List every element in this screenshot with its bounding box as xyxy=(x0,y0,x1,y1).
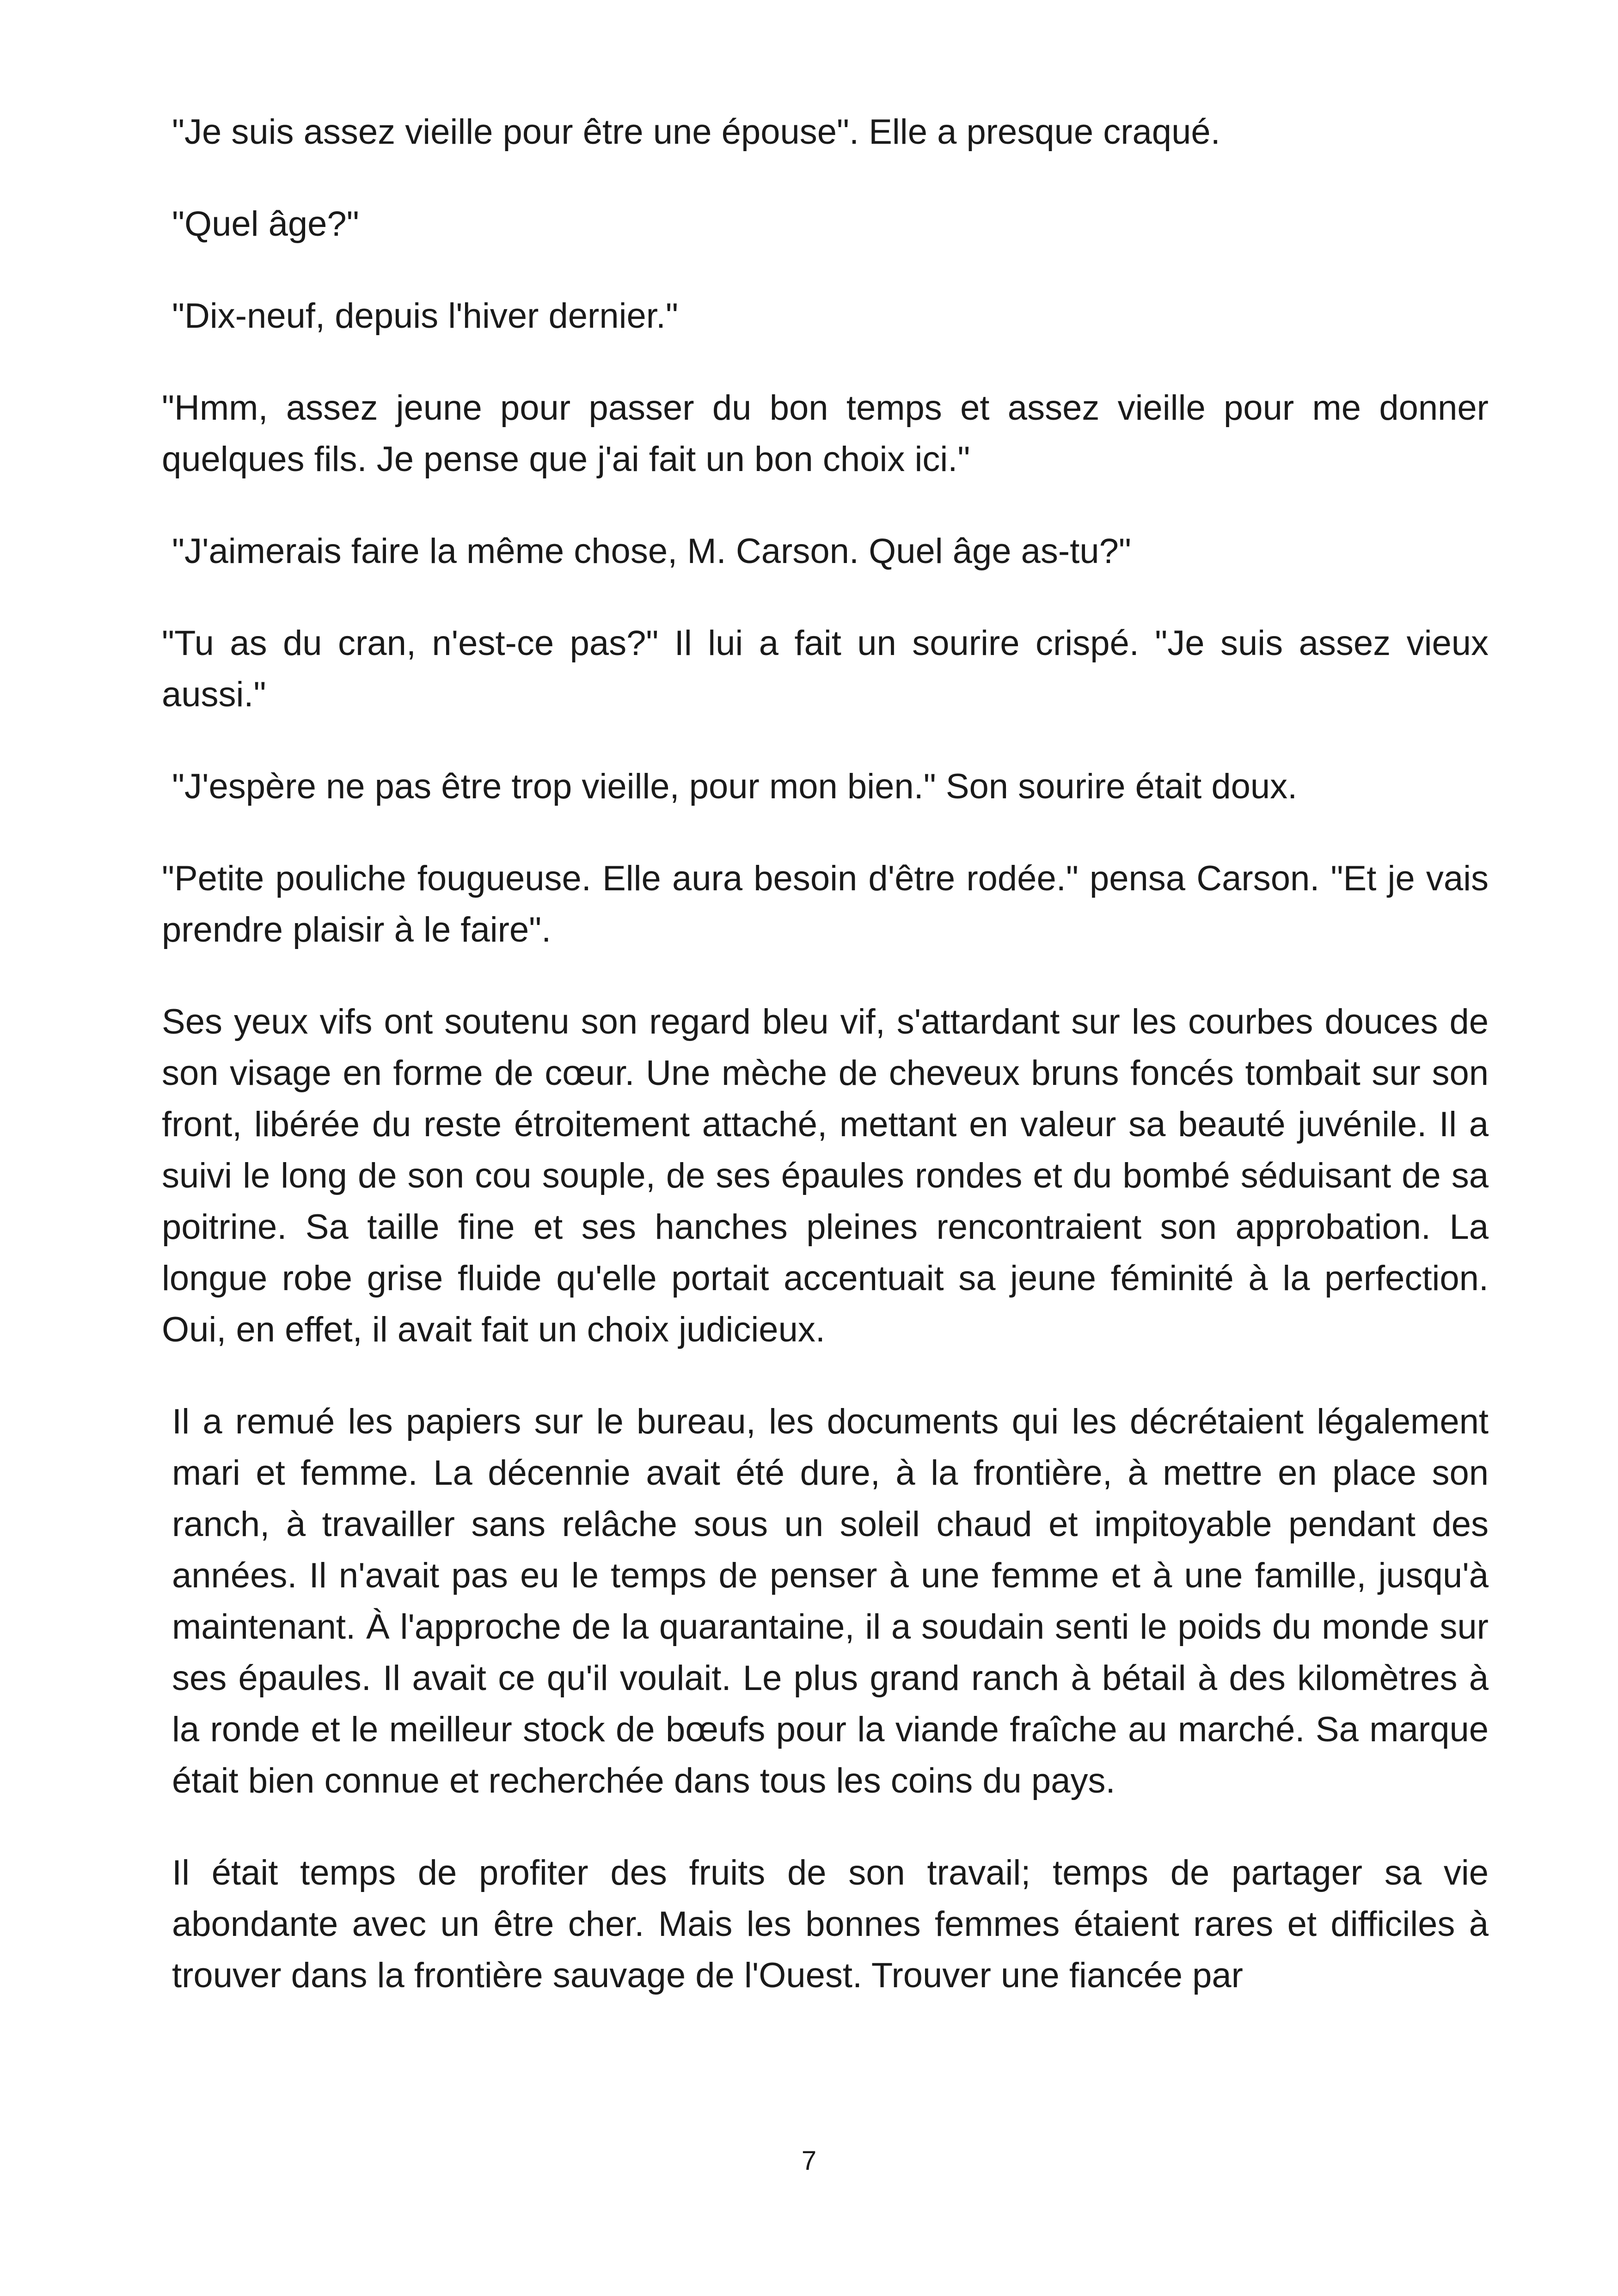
paragraph-10: Il a remué les papiers sur le bureau, les documents qui les décrétaient légalement mari et femme. La décennie avait été dure, à la frontière, à mettre en place son ranch, à travailler sans relâche sous un soleil chaud et impitoyable pendant des années. Il n'avait pas eu le temps de penser à une femme et à une famille, jusqu'à maintenant. À l'approche de la quarantaine, il a soudain senti le poids du monde sur ses épaules. Il avait ce qu'il voulait. Le plus grand ranch à bétail à des kilomètres à la ronde et le meilleur stock de bœufs pour la viande fraîche au marché. Sa marque était bien connue et recherchée dans tous les coins du pays. xyxy=(172,1402,1489,1800)
paragraph-1: "Je suis assez vieille pour être une épouse". Elle a presque craqué. xyxy=(172,112,1220,152)
paragraph-8: "Petite pouliche fougueuse. Elle aura besoin d'être rodée." pensa Carson. "Et je vais prendre plaisir à le faire". xyxy=(162,859,1489,949)
paragraph-9: Ses yeux vifs ont soutenu son regard bleu vif, s'attardant sur les courbes douces de son visage en forme de cœur. Une mèche de cheveux bruns foncés tombait sur son front, libérée du reste étroitement attaché, mettant en valeur sa beauté juvénile. Il a suivi le long de son cou souple, de ses épaules rondes et du bombé séduisant de sa poitrine. Sa taille fine et ses hanches pleines rencontraient son approbation. La longue robe grise fluide qu'elle portait accentuait sa jeune féminité à la perfection. Oui, en effet, il avait fait un choix judicieux. xyxy=(162,1002,1489,1349)
paragraph-6: "Tu as du cran, n'est-ce pas?" Il lui a fait un sourire crispé. "Je suis assez vieux aussi." xyxy=(162,624,1489,714)
body-text xyxy=(162,106,1489,2042)
paragraph-4: "Hmm, assez jeune pour passer du bon temps et assez vieille pour me donner quelques fils. Je pense que j'ai fait un bon choix ici." xyxy=(162,388,1489,479)
paragraph-5: "J'aimerais faire la même chose, M. Carson. Quel âge as-tu?" xyxy=(172,532,1131,571)
paragraph-7: "J'espère ne pas être trop vieille, pour mon bien." Son sourire était doux. xyxy=(172,767,1298,806)
paragraph-3: "Dix-neuf, depuis l'hiver dernier." xyxy=(172,296,678,336)
paragraph-11: Il était temps de profiter des fruits de son travail; temps de partager sa vie abondante avec un être cher. Mais les bonnes femmes étaient rares et difficiles à trouver dans la frontière sauvage de l'Ouest. Trouver une fiancée par xyxy=(172,1853,1489,1995)
paragraph-2: "Quel âge?" xyxy=(172,204,359,244)
page-number: 7 xyxy=(801,2146,817,2176)
